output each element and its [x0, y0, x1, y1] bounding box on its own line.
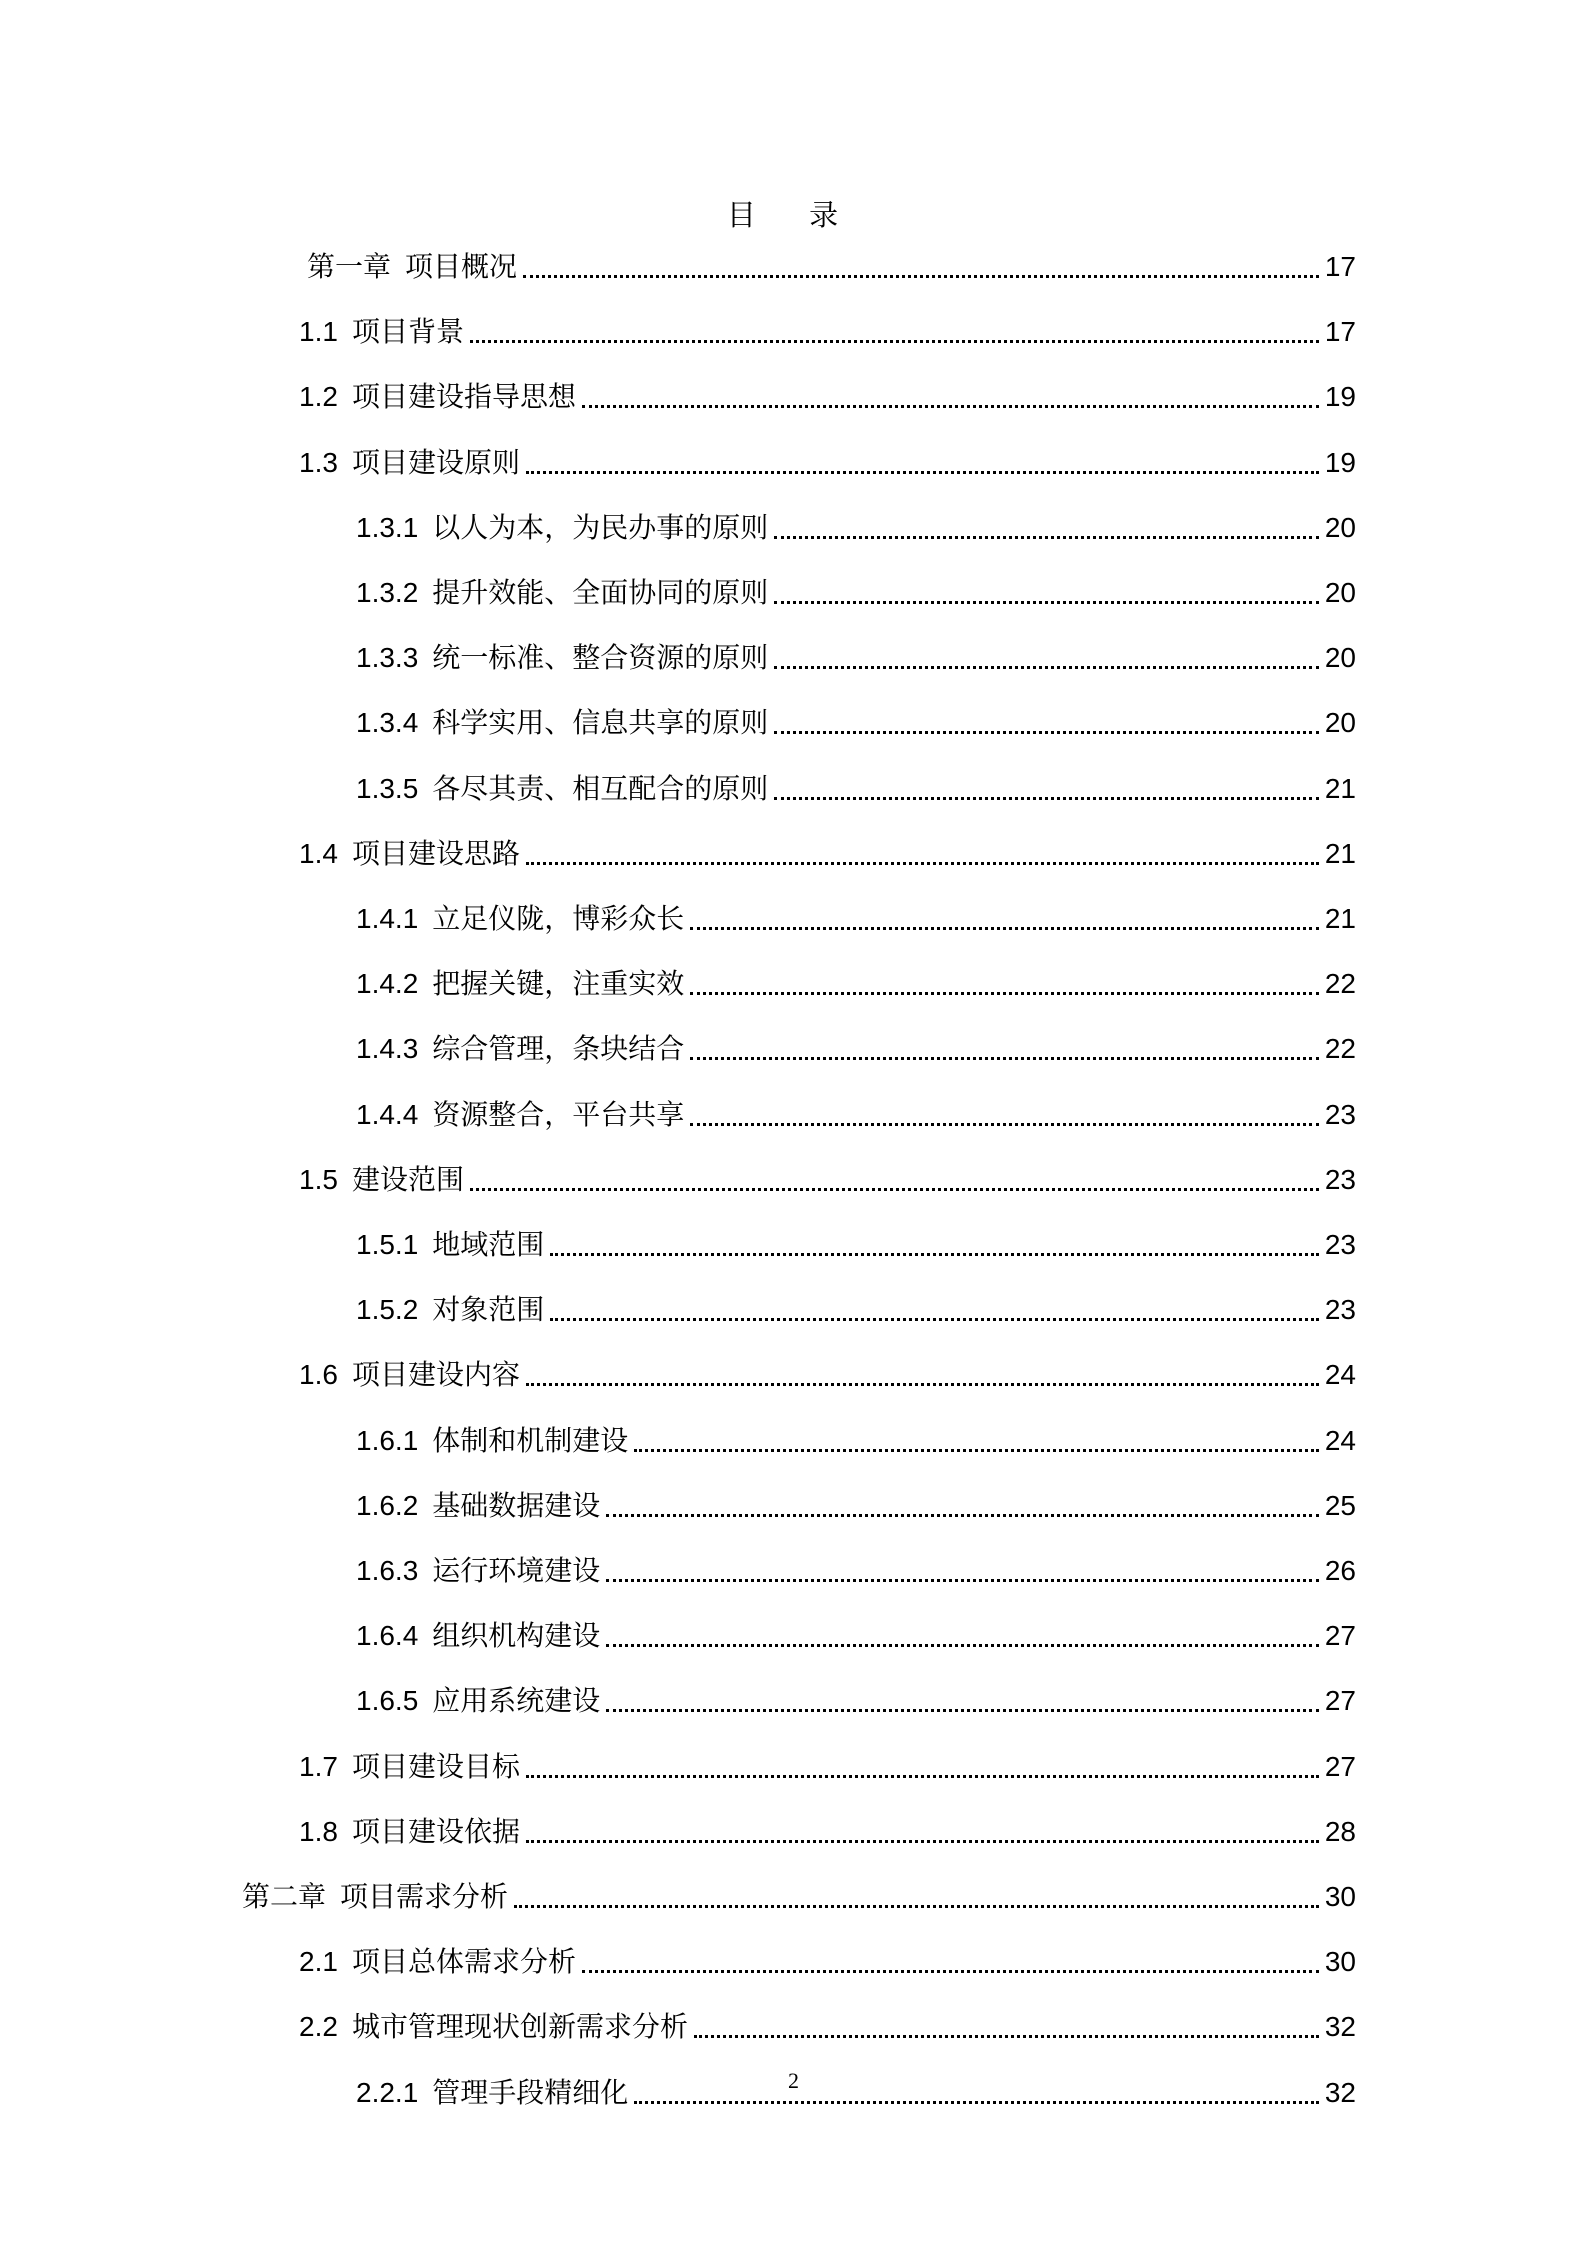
toc-entry-page: 22	[1324, 968, 1356, 1000]
dot-leader	[606, 1709, 1319, 1712]
dot-leader	[526, 1840, 1319, 1843]
toc-entry-number: 1.6.4	[356, 1620, 419, 1652]
toc-entry[interactable]	[299, 1812, 1356, 1852]
toc-entry-page: 28	[1324, 1815, 1356, 1847]
toc-entry-page: 21	[1324, 772, 1356, 804]
toc-entry[interactable]	[299, 2007, 1356, 2047]
toc-entry-label: 项目建设原则	[351, 446, 520, 478]
dot-leader	[774, 601, 1319, 604]
toc-entry-page: 23	[1324, 1163, 1356, 1195]
toc-entry-label: 组织机构建设	[432, 1620, 601, 1652]
toc-entry[interactable]	[356, 1029, 1356, 1069]
dot-leader	[606, 1579, 1319, 1582]
toc-entry-number: 1.6.5	[356, 1685, 419, 1717]
toc-entry-number: 1.3.3	[356, 642, 419, 674]
toc-entry[interactable]	[356, 1616, 1356, 1656]
toc-entry[interactable]	[356, 1551, 1356, 1591]
toc-entry[interactable]	[356, 1290, 1356, 1330]
toc-entry[interactable]	[307, 247, 1356, 287]
toc-entry-label: 项目建设依据	[351, 1815, 520, 1847]
toc-entry-page: 27	[1324, 1620, 1356, 1652]
toc-entry-page: 21	[1324, 837, 1356, 869]
toc-entry-number: 1.4.2	[356, 968, 419, 1000]
toc-entry-page: 19	[1324, 446, 1356, 478]
toc-entry-number: 1.6.2	[356, 1489, 419, 1521]
toc-entry-page: 24	[1324, 1359, 1356, 1391]
dot-leader	[470, 1188, 1319, 1191]
dot-leader	[690, 927, 1319, 930]
toc-entry-page: 20	[1324, 642, 1356, 674]
toc-entry-label: 建设范围	[351, 1163, 464, 1195]
dot-leader	[470, 340, 1319, 343]
toc-entry-number: 1.3.2	[356, 577, 419, 608]
toc-entry-page: 25	[1324, 1489, 1356, 1521]
toc-entry-page: 17	[1324, 251, 1356, 282]
toc-entry[interactable]	[356, 508, 1356, 548]
dot-leader	[582, 405, 1319, 408]
toc-entry-page: 22	[1324, 1033, 1356, 1065]
toc-entry[interactable]	[299, 312, 1356, 352]
toc-entry-page: 20	[1324, 577, 1356, 608]
toc-entry-label: 立足仪陇，博彩众长	[432, 903, 685, 934]
toc-entry-page: 27	[1324, 1685, 1356, 1717]
toc-entry-number: 1.3	[299, 446, 338, 478]
toc-entry[interactable]	[356, 769, 1356, 809]
toc-entry-page: 30	[1324, 1881, 1356, 1912]
toc-entry-number: 第一章	[307, 251, 392, 282]
dot-leader	[523, 275, 1319, 278]
toc-entry-number: 1.4.1	[356, 903, 419, 934]
toc-entry-page: 27	[1324, 1750, 1356, 1782]
toc-entry-page: 30	[1324, 1946, 1356, 1978]
dot-leader	[694, 2035, 1319, 2038]
toc-entry-label: 综合管理，条块结合	[432, 1033, 685, 1065]
toc-entry-label: 项目建设内容	[351, 1359, 520, 1391]
dot-leader	[550, 1253, 1319, 1256]
toc-entry[interactable]	[356, 1421, 1356, 1461]
dot-leader	[690, 1123, 1319, 1126]
toc-entry[interactable]	[356, 1486, 1356, 1526]
toc-entry-label: 项目建设目标	[351, 1750, 520, 1782]
toc-entry-label: 应用系统建设	[432, 1685, 601, 1717]
toc-entry[interactable]	[299, 1160, 1356, 1200]
toc-entry-label: 运行环境建设	[432, 1555, 601, 1586]
toc-entry[interactable]	[299, 377, 1356, 417]
toc-entry-page: 20	[1324, 511, 1356, 543]
toc-entry-label: 提升效能、全面协同的原则	[432, 577, 769, 608]
toc-entry-number: 1.3.1	[356, 511, 419, 543]
toc-entry-number: 2.2	[299, 2011, 338, 2043]
toc-entry-number: 1.6.3	[356, 1555, 419, 1586]
toc-entry[interactable]	[299, 1747, 1356, 1787]
toc-entry-page: 23	[1324, 1229, 1356, 1260]
toc-entry[interactable]	[356, 899, 1356, 939]
toc-entry-page: 19	[1324, 381, 1356, 413]
toc-entry-label: 地域范围	[432, 1229, 545, 1260]
toc-entry-label: 统一标准、整合资源的原则	[432, 642, 769, 674]
toc-entry-number: 1.5.1	[356, 1229, 419, 1260]
dot-leader	[634, 1449, 1319, 1452]
toc-entry-number: 1.4.3	[356, 1033, 419, 1065]
toc-entry-number: 2.1	[299, 1946, 338, 1978]
dot-leader	[526, 862, 1319, 865]
page-number: 2	[788, 2068, 799, 2093]
toc-entry-number: 1.4	[299, 837, 338, 869]
toc-entry-number: 1.3.4	[356, 707, 419, 739]
toc-entry-label: 管理手段精细化	[432, 2076, 629, 2108]
toc-entry-number: 1.2	[299, 381, 338, 413]
toc-title: 目 录	[726, 198, 861, 232]
toc-entry[interactable]	[356, 1095, 1356, 1135]
dot-leader	[774, 666, 1319, 669]
toc-entry-label: 以人为本，为民办事的原则	[432, 511, 769, 543]
toc-entry-number: 1.7	[299, 1750, 338, 1782]
toc-entry-label: 项目建设思路	[351, 837, 520, 869]
toc-entry-label: 资源整合，平台共享	[432, 1098, 685, 1130]
dot-leader	[526, 1383, 1319, 1386]
toc-entry-page: 24	[1324, 1424, 1356, 1456]
toc-entry[interactable]	[356, 638, 1356, 678]
toc-entry[interactable]	[299, 1355, 1356, 1395]
dot-leader	[582, 1970, 1319, 1973]
toc-entry-number: 2.2.1	[356, 2076, 419, 2108]
dot-leader	[526, 471, 1319, 474]
toc-entry-label: 项目建设指导思想	[351, 381, 576, 413]
toc-entry-number: 1.6.1	[356, 1424, 419, 1456]
toc-entry-page: 20	[1324, 707, 1356, 739]
toc-entry-number: 1.8	[299, 1815, 338, 1847]
dot-leader	[690, 992, 1319, 995]
toc-entry-label: 把握关键，注重实效	[432, 968, 685, 1000]
toc-entry-page: 32	[1324, 2076, 1356, 2108]
toc-entry-number: 1.5	[299, 1163, 338, 1195]
toc-entry-number: 1.5.2	[356, 1294, 419, 1326]
toc-entry[interactable]	[356, 1225, 1356, 1265]
toc-entry-number: 1.1	[299, 316, 338, 348]
toc-entry-label: 对象范围	[432, 1294, 545, 1326]
toc-entry-page: 32	[1324, 2011, 1356, 2043]
toc-entry-label: 项目概况	[405, 251, 518, 282]
dot-leader	[550, 1318, 1319, 1321]
toc-entry-page: 17	[1324, 316, 1356, 348]
toc-entry[interactable]	[299, 834, 1356, 874]
dot-leader	[774, 797, 1319, 800]
dot-leader	[634, 2101, 1319, 2104]
toc-entry[interactable]	[356, 1681, 1356, 1721]
toc-entry-label: 项目需求分析	[340, 1881, 509, 1912]
toc-entry-label: 项目背景	[351, 316, 464, 348]
dot-leader	[774, 731, 1319, 734]
toc-entry[interactable]	[356, 573, 1356, 613]
toc-entry-label: 体制和机制建设	[432, 1424, 629, 1456]
toc-entry[interactable]	[299, 1942, 1356, 1982]
toc-entry-label: 城市管理现状创新需求分析	[351, 2011, 688, 2043]
toc-entry[interactable]	[356, 703, 1356, 743]
dot-leader	[774, 536, 1319, 539]
toc-entry-label: 项目总体需求分析	[351, 1946, 576, 1978]
toc-entry-number: 1.6	[299, 1359, 338, 1391]
dot-leader	[606, 1514, 1319, 1517]
toc-entry[interactable]	[356, 964, 1356, 1004]
dot-leader	[690, 1057, 1319, 1060]
dot-leader	[526, 1775, 1319, 1778]
toc-entry-label: 科学实用、信息共享的原则	[432, 707, 769, 739]
toc-entry-page: 26	[1324, 1555, 1356, 1586]
toc-entry[interactable]	[242, 1877, 1356, 1917]
toc-entry-label: 各尽其责、相互配合的原则	[432, 772, 769, 804]
toc-entry-page: 23	[1324, 1098, 1356, 1130]
toc-entry-number: 1.4.4	[356, 1098, 419, 1130]
toc-entry-label: 基础数据建设	[432, 1489, 601, 1521]
toc-entry[interactable]	[299, 443, 1356, 483]
dot-leader	[514, 1905, 1319, 1908]
toc-entry-page: 21	[1324, 903, 1356, 934]
dot-leader	[606, 1644, 1319, 1647]
toc-entry-number: 1.3.5	[356, 772, 419, 804]
toc-entry-number: 第二章	[242, 1881, 327, 1912]
toc-entry-page: 23	[1324, 1294, 1356, 1326]
